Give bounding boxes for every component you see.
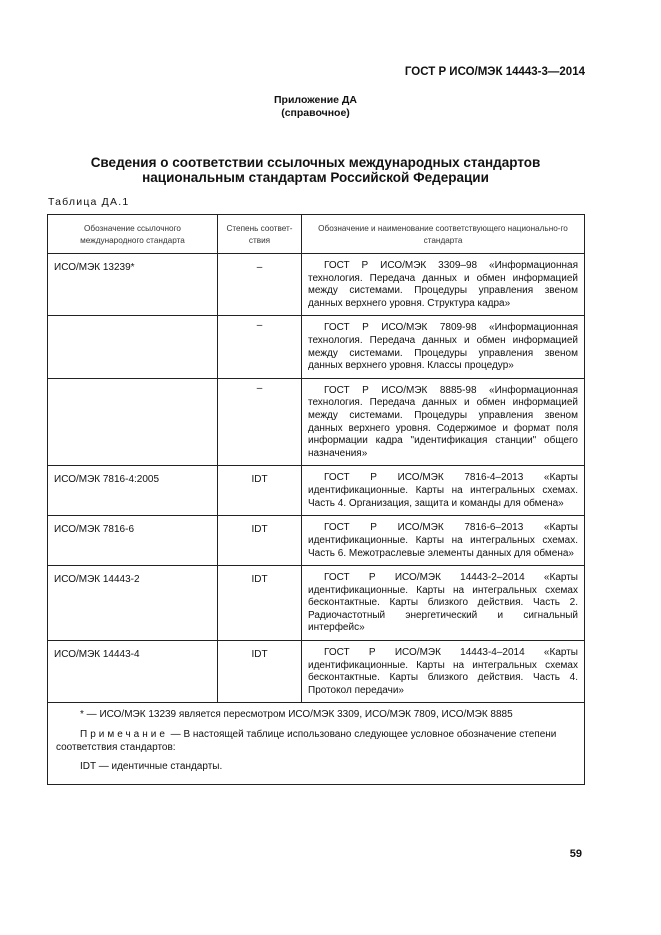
note xyxy=(56,729,576,754)
intl-standard-cell: ИСО/МЭК 7816-6 xyxy=(48,516,218,566)
intl-standard-cell: ИСО/МЭК 14443-2 xyxy=(48,566,218,641)
degree-cell: IDT xyxy=(218,641,302,703)
table-row xyxy=(48,254,585,316)
annex-subtitle: (справочное) xyxy=(281,107,350,119)
table-notes xyxy=(48,703,585,784)
national-standard-cell xyxy=(302,566,585,641)
degree-cell: IDT xyxy=(218,516,302,566)
annex-title: Приложение ДА xyxy=(274,94,357,106)
table-row xyxy=(48,316,585,378)
intl-standard-cell xyxy=(48,378,218,466)
intl-standard-cell: ИСО/МЭК 7816-4:2005 xyxy=(48,466,218,516)
note-label: Примечание xyxy=(80,729,168,741)
degree-cell: IDT xyxy=(218,566,302,641)
header-national-standard: Обозначение и наименование соответствующего национально-го стандарта xyxy=(302,215,585,254)
standard-header: ГОСТ Р ИСО/МЭК 14443-3—2014 xyxy=(404,66,585,78)
degree-cell: – xyxy=(218,316,302,378)
national-standard-text: ГОСТ Р ИСО/МЭК 3309–98 «Информационная технология. Передача данных и обмен информацией между системами. Процедуры управления звеном данных верхнего уровня. Структура кадра» xyxy=(308,260,578,309)
intl-standard-cell: ИСО/МЭК 14443-4 xyxy=(48,641,218,703)
national-standard-text: ГОСТ Р ИСО/МЭК 8885-98 «Информационная технология. Передача данных и обмен информацией между системами. Процедуры управления звеном данных верхнего уровня. Содержимое и формат поля информации кадра "идентификация станции" общего назначения» xyxy=(308,384,578,459)
national-standard-text: ГОСТ Р ИСО/МЭК 14443-4–2014 «Карты идентификационные. Карты на интегральных схемах бесконтактные. Карты близкого действия. Часть 4. Протокол передачи» xyxy=(308,647,578,696)
annex-heading xyxy=(0,94,631,120)
national-standard-cell xyxy=(302,516,585,566)
header-intl-standard: Обозначение ссылочного международного стандарта xyxy=(48,215,218,254)
national-standard-cell xyxy=(302,316,585,378)
national-standard-text: ГОСТ Р ИСО/МЭК 14443-2–2014 «Карты идентификационные. Карты на интегральных схемах бесконтактные. Карты близкого действия. Часть 2. Радиочастотный энергетический и сигнальный интерфейс» xyxy=(308,572,578,634)
table-row xyxy=(48,516,585,566)
table-notes-row xyxy=(48,703,585,784)
degree-cell: IDT xyxy=(218,466,302,516)
section-title-line2: национальным стандартам Российской Федерации xyxy=(142,170,489,185)
table-row xyxy=(48,378,585,466)
table-row xyxy=(48,641,585,703)
table-row xyxy=(48,566,585,641)
section-title-line1: Сведения о соответствии ссылочных международных стандартов xyxy=(90,155,541,170)
national-standard-cell xyxy=(302,254,585,316)
national-standard-cell xyxy=(302,466,585,516)
table-row xyxy=(48,466,585,516)
header-degree: Степень соответ-ствия xyxy=(218,215,302,254)
national-standard-cell xyxy=(302,378,585,466)
national-standard-text: ГОСТ Р ИСО/МЭК 7816-4–2013 «Карты идентификационные. Карты на интегральных схемах. Часть 4. Организация, защита и команды для обмена» xyxy=(308,472,578,509)
page-number: 59 xyxy=(569,848,582,860)
intl-standard-cell: ИСО/МЭК 13239* xyxy=(48,254,218,316)
section-title xyxy=(0,155,631,185)
table-header-row xyxy=(48,215,585,254)
national-standard-text: ГОСТ Р ИСО/МЭК 7816-6–2013 «Карты идентификационные. Карты на интегральных схемах. Часть 6. Межотраслевые элементы данных для обмена» xyxy=(308,522,578,559)
national-standard-text: ГОСТ Р ИСО/МЭК 7809-98 «Информационная технология. Передача данных и обмен информацией между системами. Процедуры управления звеном данных верхнего уровня. Классы процедур» xyxy=(308,322,578,372)
degree-cell: – xyxy=(218,378,302,466)
note-text: — В настоящей таблице использовано следующее условное обозначение степени соответствия стандартов: xyxy=(56,729,557,753)
table-label: Таблица ДА.1 xyxy=(48,196,130,208)
intl-standard-cell xyxy=(48,316,218,378)
footnote: * — ИСО/МЭК 13239 является пересмотром ИСО/МЭК 3309, ИСО/МЭК 7809, ИСО/МЭК 8885 xyxy=(80,709,513,721)
idt-definition: IDT — идентичные стандарты. xyxy=(80,761,223,773)
national-standard-cell xyxy=(302,641,585,703)
degree-cell: – xyxy=(218,254,302,316)
correspondence-table xyxy=(47,214,585,785)
